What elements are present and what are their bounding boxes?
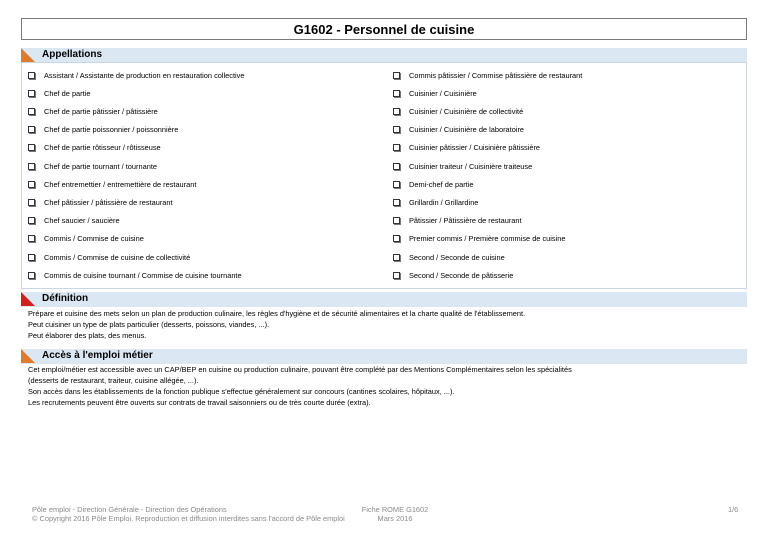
footer-left (32, 505, 345, 523)
appellation-label: Commis / Commise de cuisine de collectivité (44, 252, 191, 262)
acces-text (28, 364, 572, 408)
acces-line: (desserts de restaurant, traiteur, cuisine allégée, ...). (28, 376, 199, 385)
appellation-label: Cuisinier pâtissier / Cuisinière pâtissière (409, 143, 541, 153)
appellation-item (393, 142, 540, 154)
appellation-label: Second / Seconde de cuisine (409, 252, 505, 262)
orange-corner-flag-icon (21, 349, 35, 363)
appellation-label: Commis de cuisine tournant / Commise de cuisine tournante (44, 270, 242, 280)
appellation-label: Demi-chef de partie (409, 179, 474, 189)
orange-corner-flag-icon (21, 48, 35, 62)
appellation-item (393, 178, 474, 190)
section-header-definition (21, 292, 747, 307)
appellation-item (28, 87, 90, 99)
appellation-item (28, 233, 144, 245)
checkbox-icon (28, 181, 35, 188)
appellation-item (393, 124, 524, 136)
checkbox-icon (28, 144, 35, 151)
appellation-item (28, 215, 120, 227)
appellation-item (393, 160, 532, 172)
checkbox-icon (393, 254, 400, 261)
appellation-label: Chef de partie poissonnier / poissonnière (44, 125, 179, 135)
appellation-label: Cuisinier traiteur / Cuisinière traiteuse (409, 161, 533, 171)
checkbox-icon (393, 163, 400, 170)
checkbox-icon (28, 272, 35, 279)
appellation-item (393, 251, 505, 263)
appellation-item (393, 69, 582, 81)
appellation-item (28, 251, 190, 263)
checkbox-icon (393, 235, 400, 242)
appellation-label: Chef entremettier / entremettière de restaurant (44, 179, 197, 189)
footer-fiche: Fiche ROME G1602 (361, 505, 429, 514)
appellation-item (393, 269, 513, 281)
appellation-item (393, 87, 477, 99)
appellation-label: Chef pâtissier / pâtissière de restaurant (44, 197, 173, 207)
footer-copyright: © Copyright 2016 Pôle Emploi. Reproduction et diffusion interdites sans l'accord de Pôle emploi (32, 514, 345, 523)
checkbox-icon (28, 235, 35, 242)
checkbox-icon (28, 199, 35, 206)
definition-line: Peut cuisiner un type de plats particulier (desserts, poissons, viandes, ...). (28, 320, 270, 329)
appellation-item (28, 142, 161, 154)
checkbox-icon (393, 72, 400, 79)
appellation-label: Pâtissier / Pâtissière de restaurant (409, 216, 522, 226)
page-title: G1602 - Personnel de cuisine (21, 18, 747, 40)
acces-line: Son accès dans les établissements de la fonction publique s'effectue généralement sur concours (cantines scolaires, hôpitaux, ...). (28, 387, 455, 396)
section-title-definition: Définition (42, 293, 89, 304)
checkbox-icon (393, 126, 400, 133)
section-title-acces: Accès à l'emploi métier (42, 350, 153, 361)
appellation-label: Commis pâtissier / Commise pâtissière de restaurant (409, 70, 583, 80)
checkbox-icon (28, 254, 35, 261)
definition-line: Peut élaborer des plats, des menus. (28, 331, 147, 340)
appellation-label: Second / Seconde de pâtisserie (409, 270, 514, 280)
appellation-label: Cuisinier / Cuisinière de laboratoire (409, 125, 525, 135)
appellation-label: Assistant / Assistante de production en restauration collective (44, 70, 245, 80)
appellation-item (393, 105, 523, 117)
appellation-item (393, 215, 522, 227)
checkbox-icon (28, 90, 35, 97)
footer-date: Mars 2016 (377, 514, 413, 523)
page-number: 1/6 (728, 505, 739, 514)
appellation-label: Chef saucier / saucière (44, 216, 120, 226)
appellation-item (28, 196, 173, 208)
appellation-item (28, 105, 158, 117)
checkbox-icon (393, 108, 400, 115)
checkbox-icon (393, 199, 400, 206)
checkbox-icon (393, 90, 400, 97)
checkbox-icon (393, 181, 400, 188)
section-title-appellations: Appellations (42, 49, 103, 60)
checkbox-icon (28, 72, 35, 79)
appellation-item (28, 269, 242, 281)
appellation-label: Chef de partie tournant / tournante (44, 161, 157, 171)
appellation-item (28, 69, 244, 81)
checkbox-icon (28, 108, 35, 115)
appellation-label: Chef de partie rôtisseur / rôtisseuse (44, 143, 161, 153)
appellation-label: Premier commis / Première commise de cuisine (409, 234, 566, 244)
checkbox-icon (28, 217, 35, 224)
appellation-item (393, 196, 478, 208)
appellation-label: Commis / Commise de cuisine (44, 234, 144, 244)
acces-line: Cet emploi/métier est accessible avec un CAP/BEP en cuisine ou production culinaire, pouvant être complété par des Mentions Complémentaires selon les spécialités (28, 365, 572, 374)
definition-line: Prépare et cuisine des mets selon un plan de production culinaire, les règles d'hygiène et de sécurité alimentaires et la charte qualité de l'établissement. (28, 309, 526, 318)
acces-line: Les recrutements peuvent être ouverts sur contrats de travail saisonniers ou de très courte durée (extra). (28, 398, 371, 407)
appellation-label: Cuisinier / Cuisinière de collectivité (409, 106, 524, 116)
section-header-acces (21, 349, 747, 364)
appellation-label: Grillardin / Grillardine (409, 197, 479, 207)
red-corner-flag-icon (21, 292, 35, 306)
appellation-label: Chef de partie pâtissier / pâtissière (44, 106, 158, 116)
checkbox-icon (393, 144, 400, 151)
appellation-item (393, 233, 565, 245)
footer-organization: Pôle emploi - Direction Générale - Direction des Opérations (32, 505, 227, 514)
appellation-label: Cuisinier / Cuisinière (409, 88, 477, 98)
checkbox-icon (28, 163, 35, 170)
checkbox-icon (393, 272, 400, 279)
checkbox-icon (393, 217, 400, 224)
checkbox-icon (28, 126, 35, 133)
definition-text (28, 308, 525, 341)
footer-center (360, 505, 430, 523)
appellations-list (21, 62, 747, 289)
appellation-item (28, 160, 157, 172)
appellation-item (28, 178, 196, 190)
section-header-appellations (21, 48, 747, 63)
appellation-item (28, 124, 178, 136)
appellation-label: Chef de partie (44, 88, 91, 98)
